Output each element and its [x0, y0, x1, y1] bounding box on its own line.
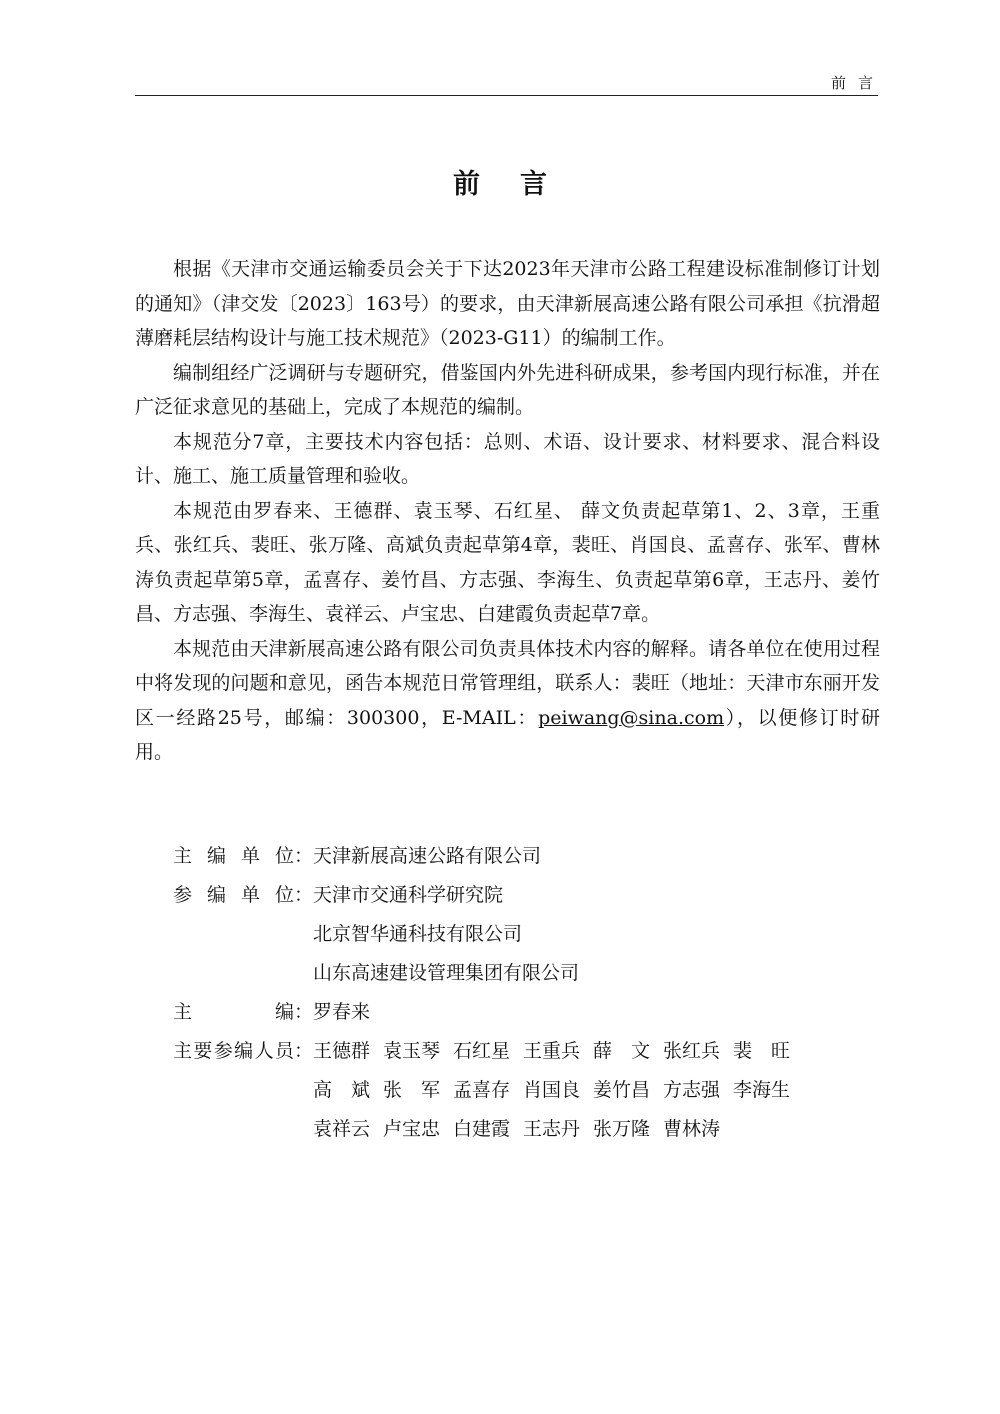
member-name: 王重兵	[523, 1040, 581, 1062]
editor-value: 罗春来	[313, 1001, 371, 1023]
member-name: 卢宝忠	[383, 1118, 441, 1140]
paragraph-3: 本规范分7章，主要技术内容包括：总则、术语、设计要求、材料要求、混合料设计、施工、施工质量管理和验收。	[135, 430, 880, 487]
member-name: 张 军	[383, 1079, 440, 1101]
page-title: 前言	[453, 169, 587, 200]
participating-unit-1: 天津市交通科学研究院	[313, 884, 504, 906]
paragraph-1: 根据《天津市交通运输委员会关于下达2023年天津市公路工程建设标准制修订计划的通知》（津交发〔2023〕163号）的要求，由天津新展高速公路有限公司承担《抗滑超薄磨耗层结构设计与施工技术规范》（2023-G11）的编制工作。	[135, 258, 880, 349]
member-name: 白建霞	[453, 1118, 511, 1140]
participating-unit-3: 山东高速建设管理集团有限公司	[313, 962, 580, 984]
participating-unit-row-2	[173, 917, 873, 956]
editor-row	[173, 995, 873, 1034]
paragraph-5-tail: ），以便修订时研用。	[135, 706, 880, 763]
member-name: 薛 文	[593, 1040, 650, 1062]
member-name: 王德群	[313, 1040, 371, 1062]
member-name: 方志强	[663, 1079, 721, 1101]
paragraph-5-text: 本规范由天津新展高速公路有限公司负责具体技术内容的解释。请各单位在使用过程中将发现的问题和意见，函告本规范日常管理组，联系人：裴旺（地址：天津市东丽开发区一经路25号，邮编：300300，E-MAIL：	[135, 637, 880, 729]
credits-block	[173, 839, 873, 1151]
member-name: 李海生	[733, 1079, 791, 1101]
running-header	[135, 70, 885, 96]
member-name: 袁祥云	[313, 1118, 371, 1140]
members-line-1	[313, 1034, 873, 1073]
member-name: 石红星	[453, 1040, 511, 1062]
member-name: 高 斌	[313, 1079, 370, 1101]
members-row-1	[173, 1034, 873, 1073]
members-row-2	[173, 1073, 873, 1112]
preface-body	[135, 252, 880, 770]
participating-unit-label: 参 编 单 位：	[173, 884, 313, 906]
paragraph-2: 编制组经广泛调研与专题研究，借鉴国内外先进科研成果，参考国内现行标准，并在广泛征求意见的基础上，完成了本规范的编制。	[135, 361, 880, 418]
member-name: 张红兵	[663, 1040, 721, 1062]
participating-unit-row-3	[173, 956, 873, 995]
chief-unit-label: 主 编 单 位：	[173, 845, 313, 867]
members-row-3	[173, 1112, 873, 1151]
paragraph-5	[135, 632, 880, 770]
member-name: 曹林涛	[663, 1118, 721, 1140]
member-name: 袁玉琴	[383, 1040, 441, 1062]
member-name: 姜竹昌	[593, 1079, 651, 1101]
editor-label: 主 编：	[173, 1001, 313, 1023]
email-link[interactable]: peiwang@sina.com	[538, 706, 725, 729]
participating-unit-2: 北京智华通科技有限公司	[313, 923, 523, 945]
running-header-label: 前言	[830, 74, 885, 92]
participating-unit-row-1	[173, 878, 873, 917]
paragraph-4: 本规范由罗春来、王德群、袁玉琴、石红星、 薛文负责起草第1、2、3章，王重兵、张红兵、裴旺、张万隆、高斌负责起草第4章，裴旺、肖国良、孟喜存、张军、曹林涛负责起草第5章，孟喜存、姜竹昌、方志强、李海生、负责起草第6章，王志丹、姜竹昌、方志强、李海生、袁祥云、卢宝忠、白建霞负责起草7章。	[135, 499, 880, 625]
members-line-2	[313, 1073, 873, 1112]
members-label: 主 要 参 编 人 员：	[173, 1040, 313, 1062]
chief-unit-row	[173, 839, 873, 878]
members-line-3	[313, 1112, 873, 1151]
member-name: 孟喜存	[453, 1079, 511, 1101]
member-name: 王志丹	[523, 1118, 581, 1140]
member-name: 裴 旺	[733, 1040, 790, 1062]
member-name: 肖国良	[523, 1079, 581, 1101]
chief-unit-value: 天津新展高速公路有限公司	[313, 845, 542, 867]
member-name: 张万隆	[593, 1118, 651, 1140]
